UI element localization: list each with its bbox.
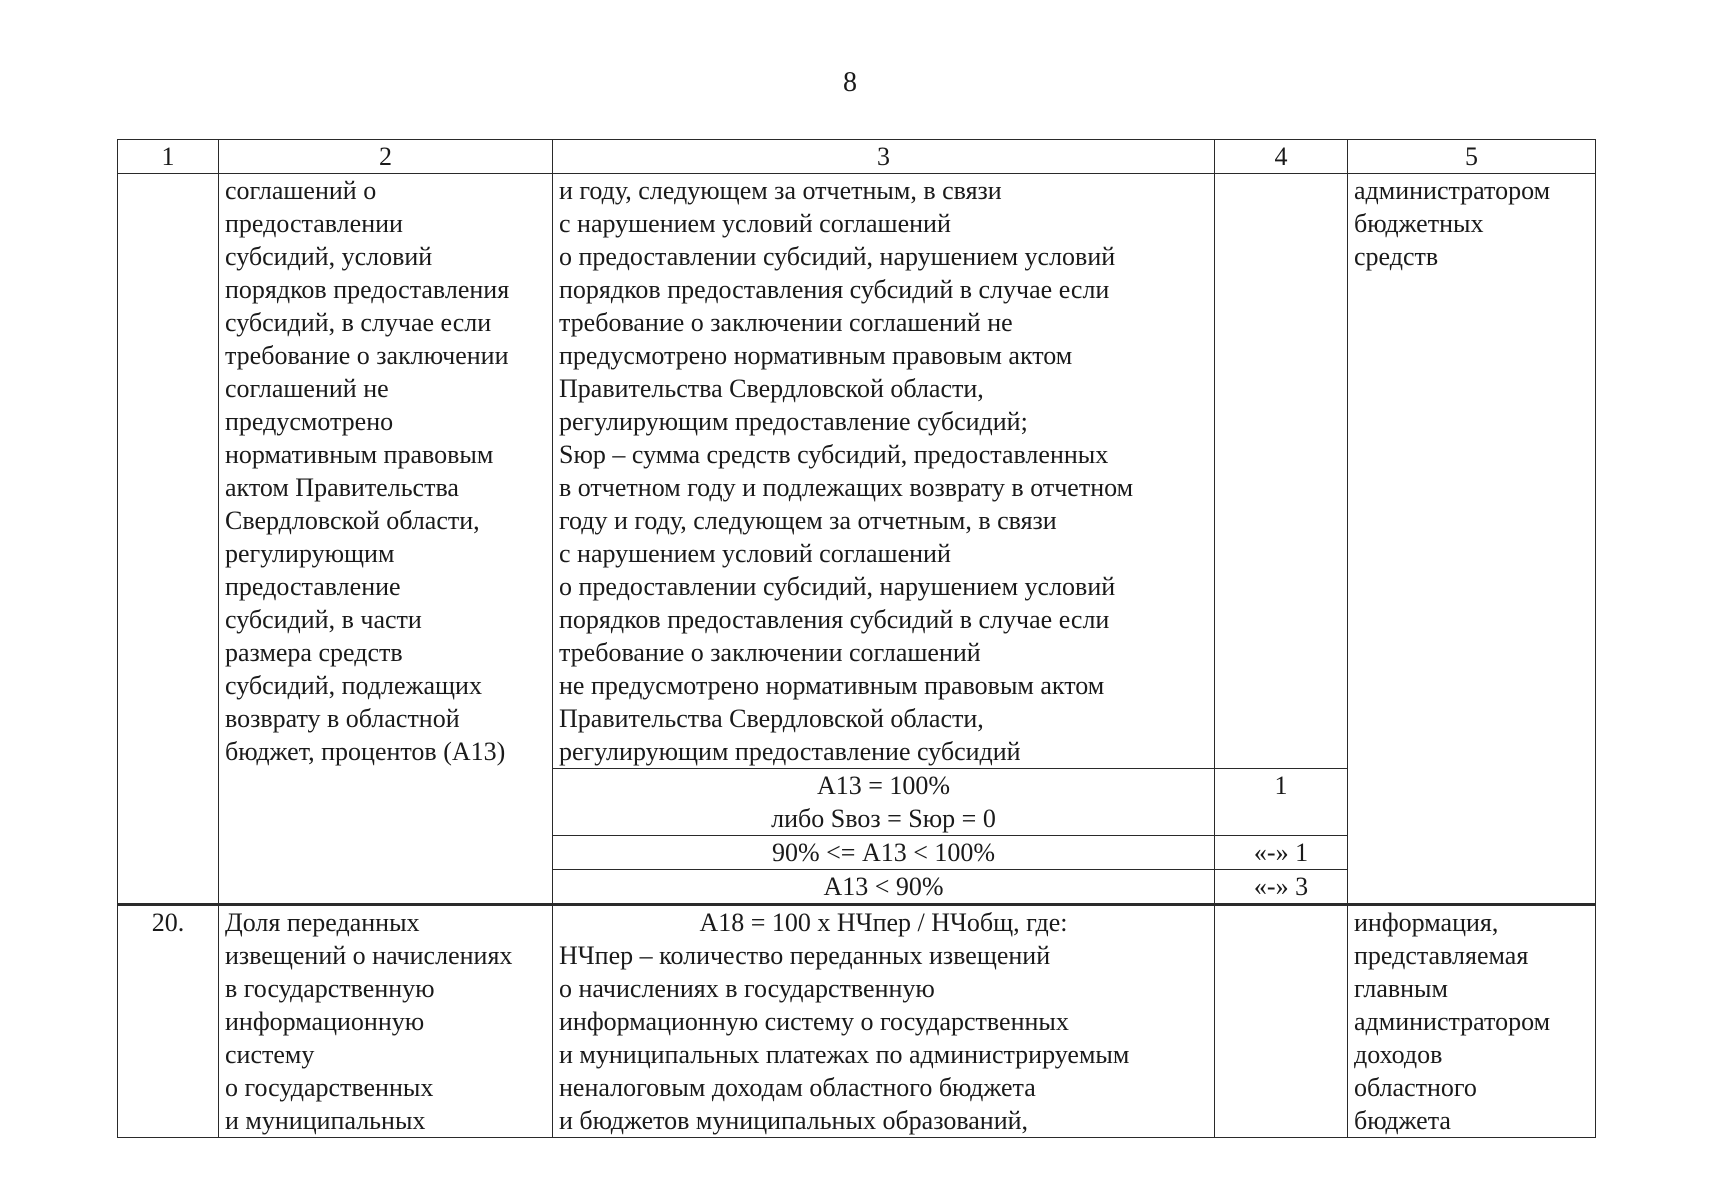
text-line: средств <box>1354 242 1439 271</box>
text-line: информация, <box>1354 908 1499 937</box>
text-line: требование о заключении <box>225 341 509 370</box>
text-line: бюджетных <box>1354 209 1484 238</box>
text-line: субсидий, условий <box>225 242 433 271</box>
text-line: актом Правительства <box>225 473 459 502</box>
text-line: с нарушением условий соглашений <box>559 209 951 238</box>
row-a13-source <box>1348 174 1596 905</box>
text-line: и муниципальных <box>225 1106 426 1135</box>
text-line: Свердловской области, <box>225 506 480 535</box>
text-line: представляемая <box>1354 941 1529 970</box>
score-value: «-» 3 <box>1215 870 1348 905</box>
text-line: информационную <box>225 1007 425 1036</box>
header-cell-5: 5 <box>1348 140 1596 174</box>
text-line: субсидий, в части <box>225 605 422 634</box>
text-line: порядков предоставления субсидий в случае если <box>559 605 1110 634</box>
text-line: в государственную <box>225 974 435 1003</box>
text-line: предусмотрено <box>225 407 394 436</box>
score-value: 1 <box>1215 769 1348 836</box>
header-cell-4: 4 <box>1215 140 1348 174</box>
text-line: предоставлении <box>225 209 403 238</box>
row-a13-formula-description <box>553 174 1215 769</box>
text-line: Правительства Свердловской области, <box>559 374 984 403</box>
text-line: регулирующим предоставление субсидий; <box>559 407 1028 436</box>
text-line: регулирующим предоставление субсидий <box>559 737 1021 766</box>
text-line: порядков предоставления <box>225 275 510 304</box>
text-line: о предоставлении субсидий, нарушением условий <box>559 572 1116 601</box>
text-line: требование о заключении соглашений <box>559 638 981 667</box>
text-line: Sюр – сумма средств субсидий, предоставленных <box>559 440 1109 469</box>
score-condition <box>553 769 1215 836</box>
text-line: областного <box>1354 1073 1477 1102</box>
text-line: Правительства Свердловской области, <box>559 704 984 733</box>
score-value: «-» 1 <box>1215 836 1348 870</box>
text-line: предусмотрено нормативным правовым актом <box>559 341 1073 370</box>
text-line: с нарушением условий соглашений <box>559 539 951 568</box>
text-line: извещений о начислениях <box>225 941 513 970</box>
text-line: размера средств <box>225 638 403 667</box>
text-line: о предоставлении субсидий, нарушением условий <box>559 242 1116 271</box>
text-line: субсидий, подлежащих <box>225 671 482 700</box>
text-line: А13 = 100% <box>816 771 951 800</box>
text-line: субсидий, в случае если <box>225 308 492 337</box>
text-line: году и году, следующем за отчетным, в связи <box>559 506 1057 535</box>
row-20-formula-description <box>553 905 1215 1138</box>
header-cell-1: 1 <box>118 140 219 174</box>
header-row <box>118 140 1596 174</box>
indicators-table <box>117 139 1596 1138</box>
text-line: нормативным правовым <box>225 440 494 469</box>
text-line: 90% <= А13 < 100% <box>771 838 996 867</box>
row-a13-number <box>118 174 219 905</box>
table-row-20 <box>118 905 1596 1138</box>
table-row-a13 <box>118 174 1596 769</box>
page-number: 8 <box>843 67 857 98</box>
header-cell-2: 2 <box>219 140 553 174</box>
text-line: администратором <box>1354 176 1551 205</box>
text-line: соглашений о <box>225 176 377 205</box>
text-line: не предусмотрено нормативным правовым актом <box>559 671 1105 700</box>
text-line: администратором <box>1354 1007 1551 1036</box>
text-line: систему <box>225 1040 315 1069</box>
row-20-source <box>1348 905 1596 1138</box>
text-line: требование о заключении соглашений не <box>559 308 1013 337</box>
text-line: и году, следующем за отчетным, в связи <box>559 176 1002 205</box>
text-line: бюджета <box>1354 1106 1451 1135</box>
text-line: неналоговым доходам областного бюджета <box>559 1073 1036 1102</box>
row-20-number: 20. <box>118 905 219 1138</box>
formula-line: А18 = 100 x НЧпер / НЧобщ, где: <box>699 908 1068 937</box>
text-line: Доля переданных <box>225 908 420 937</box>
text-line: А13 < 90% <box>823 872 944 901</box>
text-line: о государственных <box>225 1073 434 1102</box>
row-a13-indicator-name <box>219 174 553 905</box>
row-20-score <box>1215 905 1348 1138</box>
text-line: в отчетном году и подлежащих возврату в отчетном <box>559 473 1134 502</box>
text-line: и бюджетов муниципальных образований, <box>559 1106 1029 1135</box>
text-line: о начислениях в государственную <box>559 974 935 1003</box>
text-line: возврату в областной <box>225 704 460 733</box>
row-20-indicator-name <box>219 905 553 1138</box>
text-line: главным <box>1354 974 1448 1003</box>
text-line: регулирующим <box>225 539 395 568</box>
text-line: порядков предоставления субсидий в случае если <box>559 275 1110 304</box>
text-line: соглашений не <box>225 374 389 403</box>
text-line: либо Sвоз = Sюр = 0 <box>771 804 996 833</box>
score-condition <box>553 870 1215 905</box>
text-line: бюджет, процентов (А13) <box>225 737 506 766</box>
header-cell-3: 3 <box>553 140 1215 174</box>
text-line: предоставление <box>225 572 401 601</box>
text-line: НЧпер – количество переданных извещений <box>559 941 1051 970</box>
score-condition <box>553 836 1215 870</box>
row-a13-score-empty <box>1215 174 1348 769</box>
text-line: и муниципальных платежах по администрируемым <box>559 1040 1130 1069</box>
text-line: доходов <box>1354 1040 1443 1069</box>
text-line: информационную систему о государственных <box>559 1007 1069 1036</box>
